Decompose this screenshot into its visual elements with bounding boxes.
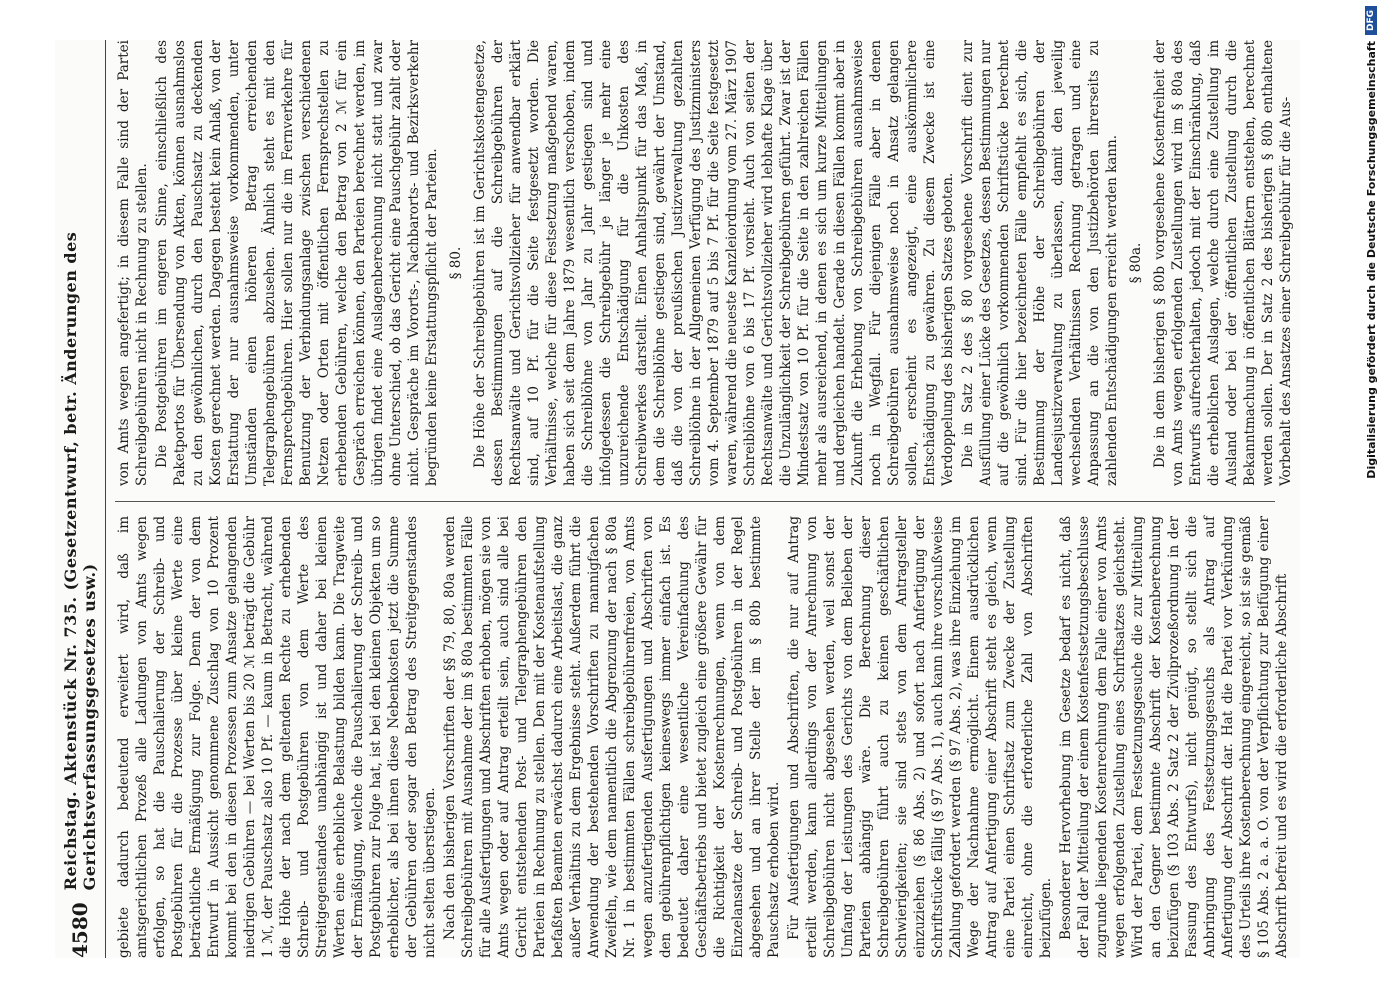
paragraph: Für Ausfertigungen und Abschriften, die nur auf Antrag erteilt werden, kann allerdings von der Anrechnung von Schreibgebühren nicht abgesehen werden, weil sonst der Umfang der Leistungen des Gerichts von dem Belieben der Parteien abhängig wäre. Die Berechnung dieser Schreibgebühren führt auch zu keinen geschäftlichen Schwierigkeiten; sie sind stets von dem Antragsteller einzuziehen (§ 86 Abs. 2) und sofort nach Anfertigung der Schriftstücke fällig (§ 97 Abs. 1), auch kann ihre vorschußweise Zahlung gefordert werden (§ 97 Abs. 2), was ihre Einziehung im Wege der Nachnahme ermöglicht. Einem ausdrücklichen Antrag auf Anfertigung einer Abschrift steht es gleich, wenn eine Partei einen Schriftsatz zum Zwecke der Zustellung einreicht, ohne die erforderliche Zahl von Abschriften beizufügen. (786, 516, 1054, 958)
column-divider (115, 501, 1275, 502)
page-number: 4580 (68, 902, 92, 958)
rotated-page-content (55, 40, 1300, 958)
page-header (55, 40, 106, 958)
paragraph: von Amts wegen angefertigt; in diesem Falle sind der Partei Schreibgebühren nicht in Rechnung zu stellen. (116, 40, 150, 486)
left-column (115, 516, 1290, 958)
paragraph: Die in dem bisherigen § 80b vorgesehene Kostenfreiheit der von Amts wegen erfolgenden Zustellungen wird im § 80a des Entwurfs aufrechterhalten, jedoch mit der Einschränkung, daß die erheblichen Auslagen, welche durch eine Zustellung im Ausland oder bei der öffentlichen Zustellung durch die Bekanntmachung in öffentlichen Blättern entstehen, berechnet werden sollen. Der in Satz 2 des bisherigen § 80b enthaltene Vorbehalt des Ansatzes einer Schreibgebühr für die Aus- (1152, 40, 1294, 486)
page-title: Reichstag. Aktenstück Nr. 735. (Gesetzentwurf, betr. Änderungen des Gerichtsverfassungsgesetzes usw.) (61, 231, 99, 891)
paragraph: Die in Satz 2 des § 80 vorgesehene Vorschrift dient zur Ausfüllung einer Lücke des Gesetzes, dessen Bestimmungen nur auf die gewöhnlich vorkommenden Schriftstücke berechnet sind. Für die hier bezeichneten Fälle empfiehlt es sich, die Bestimmung der Höhe der Schreibgebühren der Landesjustizverwaltung zu überlassen, damit den jeweilig wechselnden Verhältnissen Rechnung getragen und eine Anpassung an die von den Justizbehörden ihrerseits zu zahlenden Entschädigungen erreicht werden kann. (960, 40, 1120, 486)
section-heading-80: § 80. (448, 246, 464, 280)
right-column (115, 40, 1294, 486)
digitization-credit (1362, 6, 1380, 996)
paragraph: Die Höhe der Schreibgebühren ist im Gerichtskostengesetze, dessen Bestimmungen auf die Schreibgebühren der Rechtsanwälte und Gerichtsvollzieher für anwendbar erklärt sind, auf 10 Pf. für die Seite festgesetzt worden. Die Verhältnisse, welche für diese Festsetzung maßgebend waren, haben sich seit dem Jahre 1879 wesentlich verschoben, indem die Schreiblöhne von Jahr zu Jahr gestiegen sind und infolgedessen die Schreibgebühr je länger je mehr eine unzureichende Entschädigung für die Unkosten des Schreibwerkes darstellt. Einen Anhaltspunkt für das Maß, in dem die Schreiblöhne gestiegen sind, gewährt der Umstand, daß die von der preußischen Justizverwaltung gezahlten Schreiblöhne in der Allgemeinen Verfügung des Justizministers vom 4. September 1879 auf 5 bis 7 Pf. für die Seite festgesetzt waren, während die neueste Kanzleiordnung vom 27. März 1907 Schreiblöhne von 6 bis 17 Pf. vorsieht. Auch von seiten der Rechtsanwälte und Gerichtsvollzieher wird lebhafte Klage über die Unzulänglichkeit der Schreibgebühren geführt. Zwar ist der Mindestsatz von 10 Pf. für die Seite in den zahlreichen Fällen mehr als ausreichend, in denen es sich um kurze Mitteilungen und dergleichen handelt. Gerade in diesen Fällen kommt aber in Zukunft die Erhebung von Schreibgebühren ausnahmsweise noch in Wegfall. Für diejenigen Fälle aber in denen Schreibgebühren ausnahmsweise noch in Ansatz gelangen sollen, erscheint es angezeigt, eine auskömmlichere Entschädigung zu gewähren. Zu diesem Zwecke ist eine Verdoppelung des bisherigen Satzes geboten. (472, 40, 956, 486)
credit-text: Digitalisierung gefördert durch die Deutsche Forschungsgemeinschaft (1364, 41, 1378, 479)
paragraph: gebiete dadurch bedeutend erweitert wird, daß im amtsgerichtlichen Prozeß alle Ladungen von Amts wegen erfolgen, so hat die Pauschalierung der Schreib- und Postgebühren für die Prozesse über kleine Werte eine beträchtliche Ermäßigung zur Folge. Denn der von dem Entwurf in Aussicht genommene Zuschlag von 10 Prozent kommt bei den in diesen Prozessen zum Ansatze gelangenden niedrigen Gebühren — bei Werten bis 20 ℳ beträgt die Gebühr 1 ℳ, der Pauschsatz also 10 Pf. — kaum in Betracht, während die Höhe der nach dem geltenden Rechte zu erhebenden Schreib- und Postgebühren von dem Werte des Streitgegenstandes unabhängig ist und daher bei kleinen Werten eine erhebliche Belastung bilden kann. Die Tragweite der Ermäßigung, welche die Pauschalierung der Schreib- und Postgebühren zur Folge hat, ist bei den kleinen Objekten um so erheblicher, als bei ihnen diese Nebenkosten jetzt die Summe der Gebühren oder sogar den Betrag des Streitgegenstandes nicht selten überstiegen. (116, 516, 438, 958)
paragraph: Nach den bisherigen Vorschriften der §§ 79, 80, 80a werden Schreibgebühren mit Ausnahme der im § 80a bestimmten Fälle für alle Ausfertigungen und Abschriften erhoben, mögen sie von Amts wegen oder auf Antrag erteilt sein, auch sind alle bei Gericht entstehenden Post- und Telegraphengebühren den Parteien in Rechnung zu stellen. Den mit der Kostenaufstellung befaßten Beamten erwächst dadurch eine Arbeitslast, die ganz außer Verhältnis zu dem Ergebnisse steht. Außerdem führt die Anwendung der bestehenden Vorschriften zu mannigfachen Zweifeln, wie dem namentlich die Abgrenzung der nach § 80a Nr. 1 in bestimmten Fällen schreibgebührenfreien, von Amts wegen anzufertigenden Ausfertigungen und Abschriften von den gebührenpflichtigen keineswegs immer einfach ist. Es bedeutet daher eine wesentliche Vereinfachung des Geschäftsbetriebs und bietet zugleich eine größere Gewähr für die Richtigkeit der Kostenrechnungen, wenn von dem Einzelansatze der Schreib- und Postgebühren in der Regel abgesehen und an ihrer Stelle der im § 80b bestimmte Pauschsatz erhoben wird. (442, 516, 782, 958)
paragraph: Die Postgebühren im engeren Sinne, einschließlich des Paketportos für Übersendung von Akten, können ausnahmslos zu den gewöhnlichen, durch den Pauschsatz zu deckenden Kosten gerechnet werden. Dagegen besteht kein Anlaß, von der Erstattung der nur ausnahmsweise vorkommenden, unter Umständen einen höheren Betrag erreichenden Telegraphengebühren abzusehen. Ähnlich steht es mit den Fernsprechgebühren. Hier sollen nur die im Fernverkehre für Benutzung der Verbindungsanlage zwischen verschiedenen Netzen oder Orten mit öffentlichen Fernsprechstellen zu erhebenden Gebühren, welche den Betrag von 2 ℳ für ein Gespräch erreichen können, den Parteien berechnet werden, im übrigen findet eine Auslagenberechnung nicht statt und zwar ohne Unterschied, ob das Gericht eine Pauschgebühr zahlt oder nicht. Gespräche im Vororts-, Nachbarorts- und Bezirksverkehr begründen keine Erstattungspflicht der Parteien. (154, 40, 440, 486)
dfg-logo: DFG (1365, 6, 1377, 35)
section-heading-80a: § 80a. (1128, 242, 1144, 284)
paragraph: Besonderer Hervorhebung im Gesetze bedarf es nicht, daß der Fall der Mitteilung der einem Kostenfestsetzungsbeschlusse zugrunde liegenden Kostenrechnung dem Falle einer von Amts wegen erfolgenden Zustellung eines Schriftsatzes gleichsteht. Wird der Partei, dem Festsetzungsgesuche die zur Mitteilung an den Gegner bestimmte Abschrift der Kostenberechnung beizufügen (§ 103 Abs. 2 Satz 2 der Zivilprozeßordnung in der Fassung des Entwurfs), nicht genügt, so stellt sich die Anbringung des Festsetzungsgesuchs als Antrag auf Anfertigung der Abschrift dar. Hat die Partei vor Verkündung des Urteils ihre Kostenberechnung eingereicht, so ist sie gemäß § 105 Abs. 2 a. a. O. von der Verpflichtung zur Beifügung einer Abschrift befreit und es wird die erforderliche Abschrift (1058, 516, 1290, 958)
